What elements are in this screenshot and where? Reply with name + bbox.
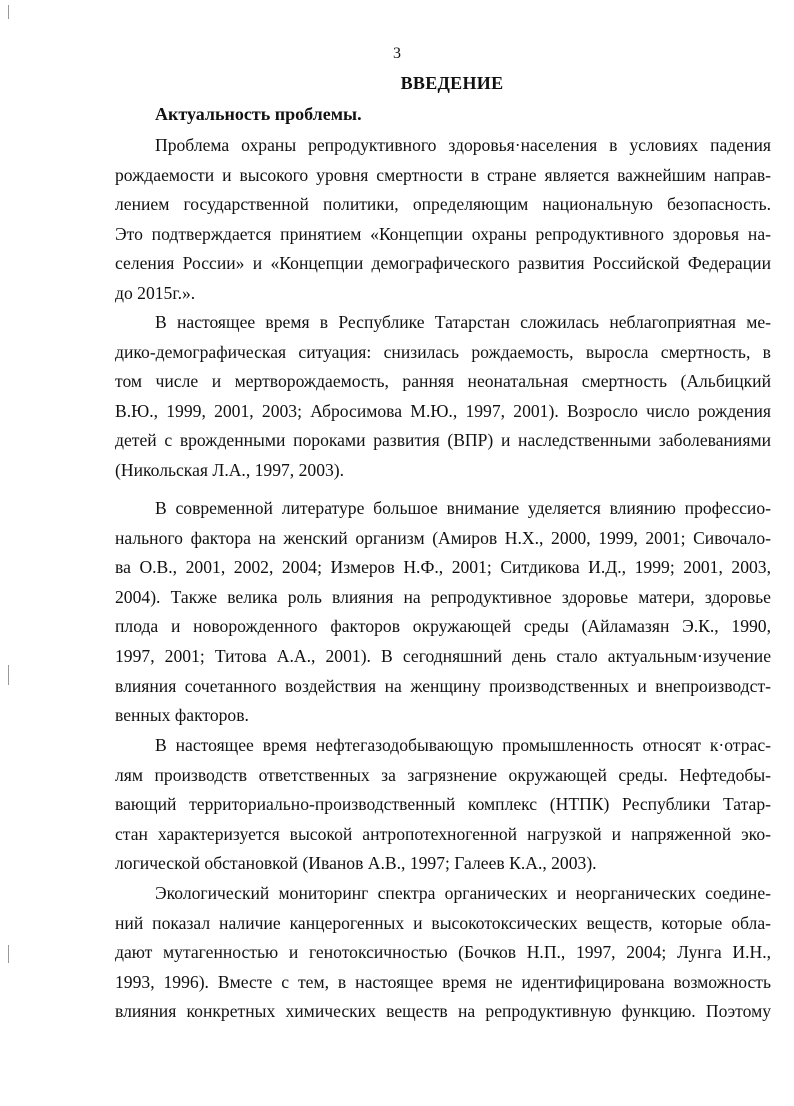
text-line: селения России» и «Концепции демографического развития Российской Федерации — [115, 253, 771, 274]
page-number: 3 — [393, 45, 401, 62]
text-line: 2004). Также велика роль влияния на репродуктивное здоровье матери, здоровье — [115, 586, 771, 607]
scan-margin-mark — [8, 665, 9, 685]
text-line: 1993, 1996). Вместе с тем, в настоящее время не идентифицирована возможность — [115, 971, 771, 992]
text-line: дают мутагенностью и генотоксичностью (Бочков Н.П., 1997, 2004; Лунга И.Н., — [115, 942, 771, 963]
text-line: вающий территориально-производственный комплекс (НТПК) Республики Татар- — [115, 794, 771, 815]
text-line: Проблема охраны репродуктивного здоровья·населения в условиях падения — [155, 135, 771, 155]
text-line: том числе и мертворождаемость, ранняя неонатальная смертность (Альбицкий — [115, 371, 771, 392]
text-line: дико-демографическая ситуация: снизилась рождаемость, выросла смертность, в — [115, 341, 771, 362]
text-line: плода и новорожденного факторов окружающей среды (Айламазян Э.К., 1990, — [115, 616, 771, 637]
text-line: Это подтверждается принятием «Концепции охраны репродуктивного здоровья на- — [115, 223, 771, 244]
text-line: (Никольская Л.А., 1997, 2003). — [115, 460, 345, 480]
text-line: влияния сочетанного воздействия на женщину производственных и внепроизводст- — [115, 675, 771, 696]
text-line: В.Ю., 1999, 2001, 2003; Абросимова М.Ю., 1997, 2001). Возросло число рождения — [115, 400, 771, 421]
text-line: ва О.В., 2001, 2002, 2004; Измеров Н.Ф., 2001; Ситдикова И.Д., 1999; 2001, 2003, — [115, 557, 771, 578]
text-line: Экологический мониторинг спектра органических и неорганических соедине- — [155, 883, 771, 903]
text-line: до 2015г.». — [115, 283, 196, 303]
text-line: венных факторов. — [115, 705, 249, 726]
text-line: рождаемости и высокого уровня смертности в стране является важнейшим направ- — [115, 164, 771, 185]
scan-margin-mark — [8, 5, 9, 19]
text-line: влияния конкретных химических веществ на репродуктивную функцию. Поэтому — [115, 1001, 771, 1022]
text-line: лением государственной политики, определяющим национальную безопасность. — [115, 194, 771, 215]
text-line: В настоящее время нефтегазодобывающую промышленность относят к·отрас- — [155, 735, 771, 755]
text-line: детей с врожденными пороками развития (ВПР) и наследственными заболеваниями — [115, 430, 771, 451]
section-title: ВВЕДЕНИЕ — [400, 73, 504, 93]
scan-margin-mark — [8, 945, 9, 963]
text-line: нального фактора на женский организм (Амиров Н.Х., 2000, 1999, 2001; Сивочало- — [115, 527, 771, 548]
text-line: В современной литературе большое внимание уделяется влиянию профессио- — [155, 498, 771, 518]
text-line: В настоящее время в Республике Татарстан сложилась неблагоприятная ме- — [155, 312, 771, 332]
text-line: ний показал наличие канцерогенных и высокотоксических веществ, которые обла- — [115, 912, 771, 933]
text-line: лям производств ответственных за загрязнение окружающей среды. Нефтедобы- — [115, 764, 771, 785]
text-line: логической обстановкой (Иванов А.В., 1997; Галеев К.А., 2003). — [115, 853, 597, 874]
text-line: стан характеризуется высокой антропотехногенной нагрузкой и напряженной эко- — [115, 823, 771, 844]
text-line: 1997, 2001; Титова А.А., 2001). В сегодняшний день стало актуальным·изучение — [115, 646, 771, 666]
subsection-title: Актуальность проблемы. — [155, 104, 362, 124]
